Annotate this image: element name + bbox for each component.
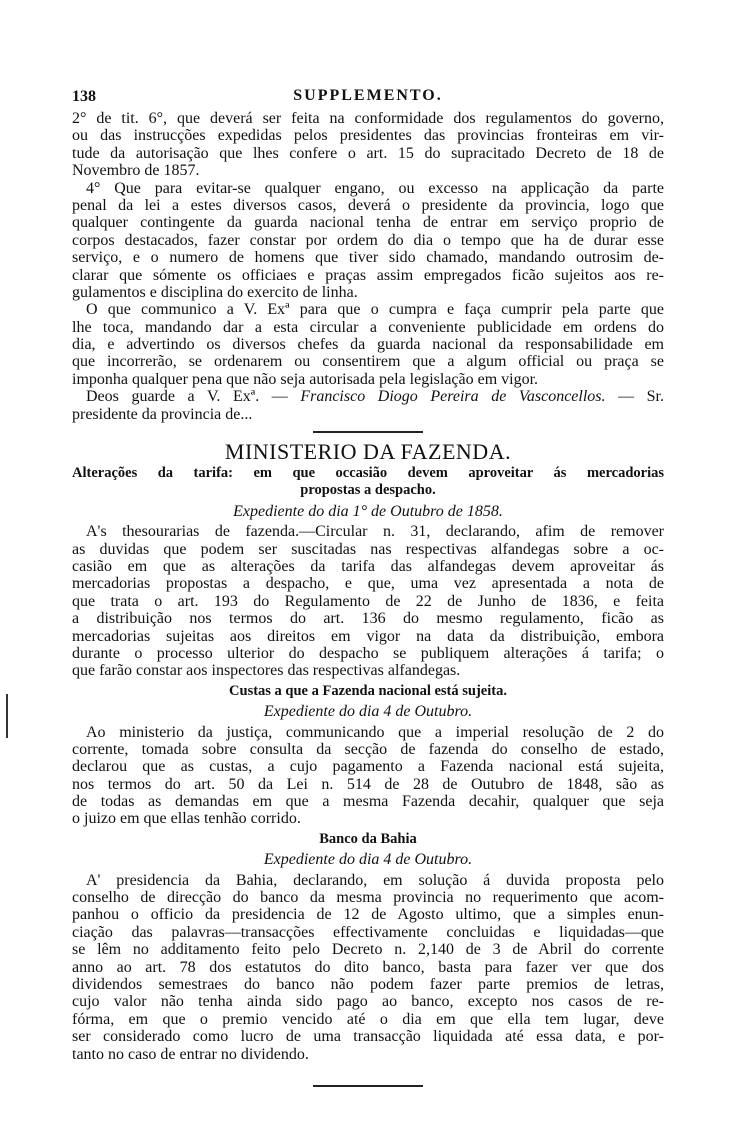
text-line: as duvidas que podem ser suscitadas nas respectivas alfandegas sobre a oc- [72, 540, 664, 558]
page-header [72, 86, 664, 110]
topic3-date: Expediente do dia 4 de Outubro. [263, 851, 473, 869]
topic1-date: Expediente do dia 1° de Outubro de 1858. [233, 502, 503, 520]
text-line: corrente, tomada sobre consulta da secção de fazenda do conselho de estado, [72, 740, 664, 758]
text-line: penal da lei a estes diversos casos, deverá o presidente da provincia, logo que [72, 196, 664, 214]
paragraph [72, 301, 664, 388]
text-line: mercadorias propostas a despacho, e que, uma vez apresentada a nota de [72, 575, 664, 593]
text-line: Ao ministerio da justiça, communicando que a imperial resolução de 2 do [86, 723, 664, 741]
text-line: tude da autorisação que lhes confere o art. 15 do supracitado Decreto de 18 de [72, 144, 664, 162]
text-line: dia, e advertindo os diversos chefes da guarda nacional da responsabilidade em [72, 336, 664, 354]
text-line: lhe toca, mandando dar a esta circular a conveniente publicidade em ordens do [72, 318, 664, 336]
topic2-date: Expediente do dia 4 de Outubro. [263, 703, 473, 721]
scan-margin-mark [6, 694, 8, 738]
text-line: se lêm no additamento feito pelo Decreto n. 2,140 de 3 de Abril do corrente [72, 941, 664, 959]
text-line: fórma, em que o premio vencido até o dia em que ella tem lugar, deve [72, 1010, 664, 1028]
document-page [72, 86, 664, 1093]
topic1-heading-line: Alterações da tarifa: em que occasião devem aproveitar ás mercadorias [72, 465, 664, 482]
text-line: ser considerado como lucro de uma transacção liquidada até essa data, e por- [72, 1028, 664, 1046]
text-line: gulamentos e disciplina do exercito de linha. [72, 283, 358, 301]
text-line: o juizo em que ellas tenhão corrido. [72, 810, 301, 828]
closing-prefix: Deos guarde a V. Exª. — [86, 388, 301, 406]
paragraph [72, 180, 664, 302]
running-title: SUPPLEMENTO. [293, 87, 443, 104]
paragraph [72, 110, 664, 180]
signatory: Francisco Diogo Pereira de Vasconcellos. [300, 388, 606, 406]
closing-line-2: presidente da provincia de... [72, 405, 253, 423]
closing-line [72, 388, 664, 405]
text-line: serviço, e o numero de homens que tiver sido chamado, mandando outrosim de- [72, 249, 664, 267]
circular-section [72, 110, 664, 388]
text-line: nos termos do art. 50 da Lei n. 514 de 28 de Outubro de 1848, são as [72, 775, 664, 793]
text-line: A' presidencia da Bahia, declarando, em solução á duvida proposta pelo [86, 871, 664, 889]
text-line: qualquer contingente da guarda nacional tenha de entrar em serviço proprio de [72, 214, 664, 232]
text-line: tanto no caso de entrar no dividendo. [72, 1045, 309, 1063]
text-line: ou das instrucções expedidas pelos presidentes das provincias fronteiras em vir- [72, 127, 664, 145]
text-line: conselho de direcção do banco da mesma provincia no requerimento que acom- [72, 889, 664, 907]
topic3-body [72, 872, 664, 1063]
text-line: durante o processo ulterior do despacho se publiquem alterações á tarifa; o [72, 644, 664, 662]
text-line: ciação das palavras—transacções effectivamente concluidas e liquidadas—que [72, 923, 664, 941]
divider-rule [313, 431, 423, 433]
text-line: cujo valor não tenha ainda sido pago ao banco, excepto nos casos de re- [72, 993, 664, 1011]
text-line: que farão constar aos inspectores das respectivas alfandegas. [72, 662, 461, 680]
topic2-body [72, 724, 664, 828]
ministry-title: MINISTERIO DA FAZENDA. [224, 439, 512, 465]
topic1-heading-line: propostas a despacho. [300, 482, 436, 499]
text-line: anno ao art. 78 dos estatutos do dito banco, basta para fazer ver que dos [72, 958, 664, 976]
text-line: declarou que as custas, a cujo pagamento a Fazenda nacional está sujeita, [72, 758, 664, 776]
text-line: O que communico a V. Exª para que o cumpra e faça cumprir pela parte que [86, 301, 664, 319]
text-line: dividendos semestraes do banco não podem fazer parte premios de letras, [72, 975, 664, 993]
topic2-heading: Custas a que a Fazenda nacional está sujeita. [229, 682, 507, 699]
text-line: Novembro de 1857. [72, 162, 200, 180]
text-line: que trata o art. 193 do Regulamento de 22 de Junho de 1836, e feita [72, 592, 664, 610]
text-line: imponha qualquer pena que não seja autorisada pela legislação em vigor. [72, 370, 539, 388]
closing-suffix: — Sr. [605, 388, 664, 406]
text-line: 2° de tit. 6°, que deverá ser feita na conformidade dos regulamentos do governo, [72, 110, 664, 127]
text-line: a distribuição nos termos do art. 136 do mesmo regulamento, ficão as [72, 610, 664, 628]
text-line: panhou o officio da presidencia de 12 de Agosto ultimo, que a simples enun- [72, 906, 664, 924]
topic3-heading: Banco da Bahia [319, 830, 417, 847]
text-line: 4° Que para evitar-se qualquer engano, ou excesso na applicação da parte [86, 179, 664, 197]
page-number: 138 [72, 88, 96, 105]
text-line: corpos destacados, fazer constar por ordem do dia o tempo que ha de durar esse [72, 231, 664, 249]
text-line: clarar que sómente os officiaes e praças assim empregados ficão sujeitos aos re- [72, 266, 664, 284]
text-line: que incorrerão, se ordenarem ou consentirem que a algum official ou praça se [72, 353, 664, 371]
topic1-body [72, 523, 664, 680]
text-line: A's thesourarias de fazenda.—Circular n. 31, declarando, afim de remover [86, 523, 664, 541]
end-rule [313, 1085, 423, 1087]
text-line: de todas as demandas em que a mesma Fazenda decahir, qualquer que seja [72, 793, 664, 811]
text-line: mercadorias sujeitas aos direitos em vigor na data da distribuição, embora [72, 627, 664, 645]
text-line: casião em que as alterações da tarifa das alfandegas devem aproveitar ás [72, 557, 664, 575]
